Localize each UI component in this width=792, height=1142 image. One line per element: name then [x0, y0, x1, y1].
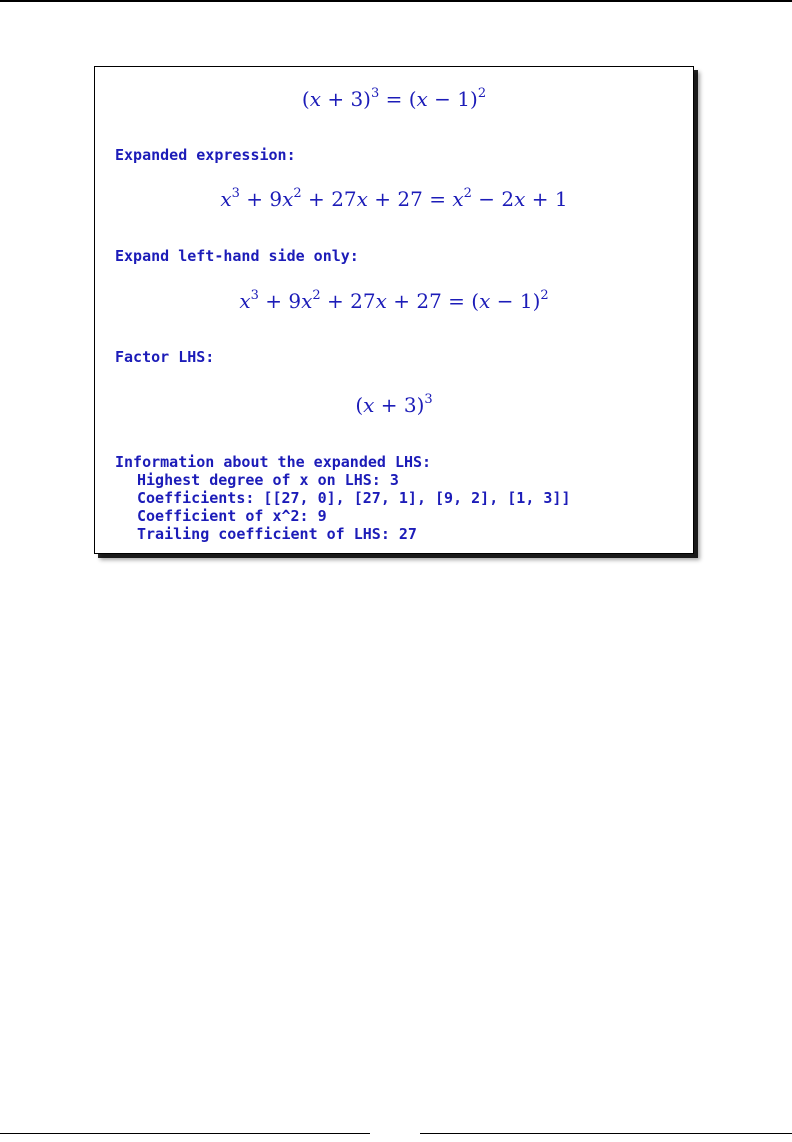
info-label: Information about the expanded LHS:	[115, 453, 432, 471]
output-panel	[94, 66, 694, 554]
top-rule	[0, 0, 792, 2]
term1-exponent: 3	[231, 186, 240, 201]
expand-lhs-equation: $x^3 + 9x^2 + 27x + 27 = (x - 1)^2$	[239, 288, 549, 313]
factor-lhs-label: Factor LHS:	[115, 348, 215, 366]
expand-lhs-label: Expand left-hand side only:	[115, 247, 359, 265]
equals-sign: =	[385, 87, 403, 111]
expanded-expression-label: Expanded expression:	[115, 146, 296, 164]
lhs-base: (x + 3)	[301, 87, 371, 111]
factored-expression	[95, 393, 693, 417]
term2-exponent: 2	[293, 186, 302, 201]
factor-exponent: 3	[424, 392, 433, 407]
bottom-rule-left	[0, 1133, 370, 1134]
term2-coefficient: 9	[269, 187, 283, 211]
rhs-exponent: 2	[540, 288, 549, 303]
original-equation	[95, 87, 693, 111]
info-coefficient-x2: Coefficient of x^2: 9	[137, 507, 327, 525]
expanded-equation: $x^3 + 9x^2 + 27x + 27 = x^2 - 2x + 1$	[220, 186, 568, 211]
info-coefficients: Coefficients: [[27, 0], [27, 1], [9, 2], [1, 3]]	[137, 489, 571, 507]
term4-constant: 27	[397, 187, 423, 211]
term3-coefficient: 27	[331, 187, 357, 211]
term4-constant: 27	[416, 289, 442, 313]
rhs-base: (x − 1)	[408, 87, 478, 111]
factor-base: (x + 3)	[355, 393, 425, 417]
rhs-base: (x − 1)	[471, 289, 541, 313]
rhs-exponent: 2	[477, 86, 487, 101]
lhs-exponent: 3	[370, 86, 380, 101]
bottom-rule-right	[420, 1133, 792, 1134]
info-trailing-coefficient: Trailing coefficient of LHS: 27	[137, 525, 417, 543]
term2-coefficient: 9	[288, 289, 302, 313]
term1-exponent: 3	[250, 288, 259, 303]
rhs-term3-constant: 1	[554, 187, 568, 211]
rhs-term2-coefficient: 2	[501, 187, 515, 211]
term3-coefficient: 27	[350, 289, 376, 313]
term2-exponent: 2	[312, 288, 321, 303]
rhs-term1-exponent: 2	[463, 186, 472, 201]
info-highest-degree: Highest degree of x on LHS: 3	[137, 471, 399, 489]
